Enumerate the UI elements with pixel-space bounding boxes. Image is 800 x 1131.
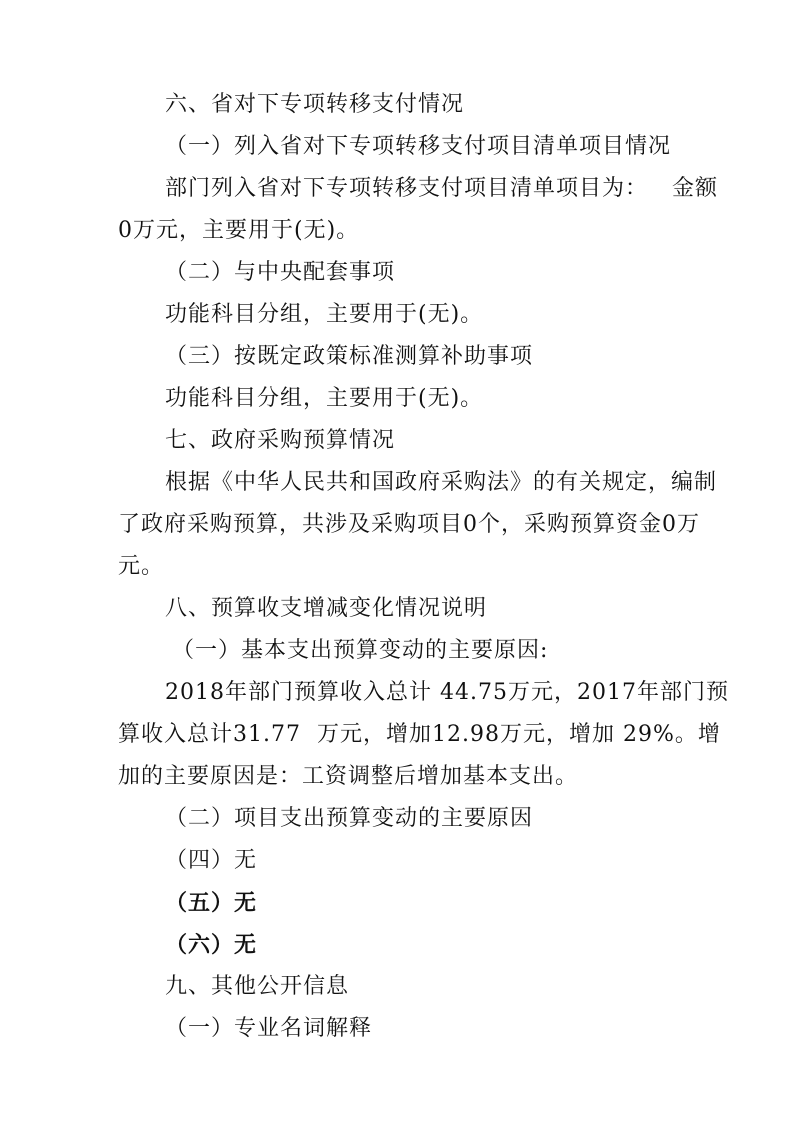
- paragraph-7-line-3: 元。: [118, 554, 165, 579]
- paragraph-6-3: 功能科目分组，主要用于(无)。: [165, 386, 484, 411]
- paragraph-8-1-line-3: 加的主要原因是：工资调整后增加基本支出。: [118, 764, 579, 789]
- paragraph-8-1-line-1: 2018年部门预算收入总计 44.75万元，2017年部门预: [165, 680, 729, 705]
- heading-section-8: 八、预算收支增减变化情况说明: [165, 596, 488, 621]
- heading-section-9: 九、其他公开信息: [165, 974, 350, 999]
- subheading-6-1: （一）列入省对下专项转移支付项目清单项目情况: [165, 134, 672, 159]
- heading-section-7: 七、政府采购预算情况: [165, 428, 396, 453]
- subheading-6-3: （三）按既定政策标准测算补助事项: [165, 344, 534, 369]
- item-8-5: （五）无: [165, 890, 258, 916]
- paragraph-8-1-line-2: 算收入总计31.77 万元，增加12.98万元，增加 29%。增: [118, 722, 721, 747]
- paragraph-6-1-line-2: 0万元，主要用于(无)。: [118, 218, 360, 243]
- subheading-8-2: （二）项目支出预算变动的主要原因: [165, 806, 534, 831]
- heading-section-6: 六、省对下专项转移支付情况: [165, 92, 465, 117]
- item-8-6: （六）无: [165, 932, 258, 958]
- item-8-4: （四）无: [165, 848, 258, 873]
- subheading-9-1: （一）专业名词解释: [165, 1016, 373, 1041]
- paragraph-7-line-1: 根据《中华人民共和国政府采购法》的有关规定，编制: [165, 470, 718, 495]
- paragraph-7-line-2: 了政府采购预算，共涉及采购项目0个，采购预算资金0万: [118, 512, 700, 537]
- subheading-8-1: （一）基本支出预算变动的主要原因:: [172, 638, 549, 663]
- subheading-6-2: （二）与中央配套事项: [165, 260, 396, 285]
- paragraph-6-1-line-1: 部门列入省对下专项转移支付项目清单项目为： 金额: [165, 176, 718, 201]
- paragraph-6-2: 功能科目分组，主要用于(无)。: [165, 302, 484, 327]
